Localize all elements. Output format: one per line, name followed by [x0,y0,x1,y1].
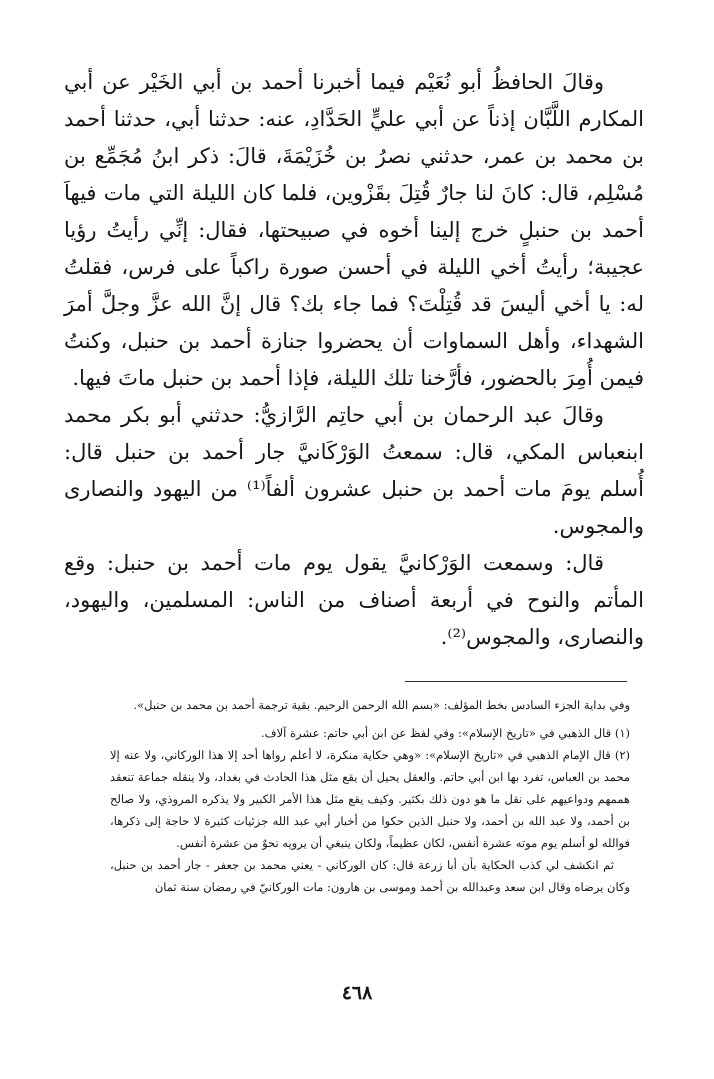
footnote-separator [405,681,627,682]
footnote-2: (٢) قال الإمام الذهبي في «تاريخ الإسلام»: «وهي حكاية منكرة، لا أعلم رواها أحد إلا هذا الوركاني، ولا عنه إلا محمد بن العباس، تفرد بها ابن أبي حاتم. والعقل يحيل أن يقع مثل هذا الحادث في بغداد، ولا ينقله جماعة تنعقد هممهم ودواعيهم على نقل ما هو دون ذلك بكثير. وكيف يقع مثل هذا الأمر الكبير ولا يذكره المروذي، ولا صالح بن أحمد، ولا عبد الله بن أحمد، ولا حنبل الذين حكوا من أخبار أبي عبد الله جزئيات كثيرة لا حاجة إلى ذكرها، فوالله لو أسلم يوم موته عشرة أنفس، لكان عظيماً، ولكان ينبغي أن يرويه نحوٌ من عشرة أنفس. [110,748,630,850]
body-paragraph: وقالَ عبد الرحمان بن أبي حاتِم الرَّازيُّ: حدثني أبو بكر محمد ابنعباس المكي، قال: سمعتُ الوَرْكَانيَّ جار أحمد بن حنبل قال: أُسلم يومَ مات أحمد بن حنبل عشرون ألفاً⁽¹⁾ من اليهود والنصارى والمجوس. [64,403,644,538]
footnote-2-continuation: ثم انكشف لي كذب الحكاية بأن أبا زرعة قال: كان الوركاني - يعني محمد بن جعفر - جار أحمد بن حنبل، وكان يرضاه وقال ابن سعد وعبدالله بن أحمد وموسى بن هارون: مات الوركانيّ في رمضان سنة ثمان [110,858,630,894]
footnote-1: (١) قال الذهبي في «تاريخ الإسلام»: وفي لفظ عن ابن أبي حاتم: عشرة آلاف. [261,726,630,740]
footnotes-block [110,694,630,898]
main-text-block [64,64,644,656]
footnote-intro: وفي بداية الجزء السادس بخط المؤلف: «بسم الله الرحمن الرحيم. بقية ترجمة أحمد بن محمد بن حنبل». [133,698,630,712]
body-paragraph: وقالَ الحافظُ أبو نُعَيْم فيما أخبرنا أحمد بن أبي الخَيْر عن أبي المكارم اللَّبَّان إذناً عن أبي عليٍّ الحَدَّادِ، عنه: حدثنا أبي، حدثنا أحمد بن محمد بن عمر، حدثني نصرُ بن خُزَيْمَةَ، قالَ: ذكر ابنُ مُجَمِّع بن مُسْلِم، قال: كانَ لنا جارٌ قُتِلَ بقَزْوين، فلما كان الليلة التي مات فيهاَ أحمد بن حنبلٍ خرج إلينا أخوه في صبيحتها، فقال: إنِّي رأيتُ رؤيا عجيبة؛ رأيتُ أخي الليلة في أحسن صورة راكباً على فرس، فقلتُ له: يا أخي أليسَ قد قُتِلْتَ؟ فما جاء بك؟ قال إنَّ الله عزَّ وجلَّ أمرَ الشهداء، وأهل السماوات أن يحضروا جنازة أحمد بن حنبل، وكنتُ فيمن أُمِرَ بالحضور، فأرَّخنا تلك الليلة، فإذا أحمد بن حنبل ماتَ فيها. [64,70,644,390]
page-number: ٤٦٨ [341,982,373,1004]
body-paragraph: قال: وسمعت الوَرْكانيَّ يقول يوم مات أحمد بن حنبل: وقع المأتم والنوح في أربعة أصناف من الناس: المسلمين، واليهود، والنصارى، والمجوس⁽²⁾. [64,551,644,649]
